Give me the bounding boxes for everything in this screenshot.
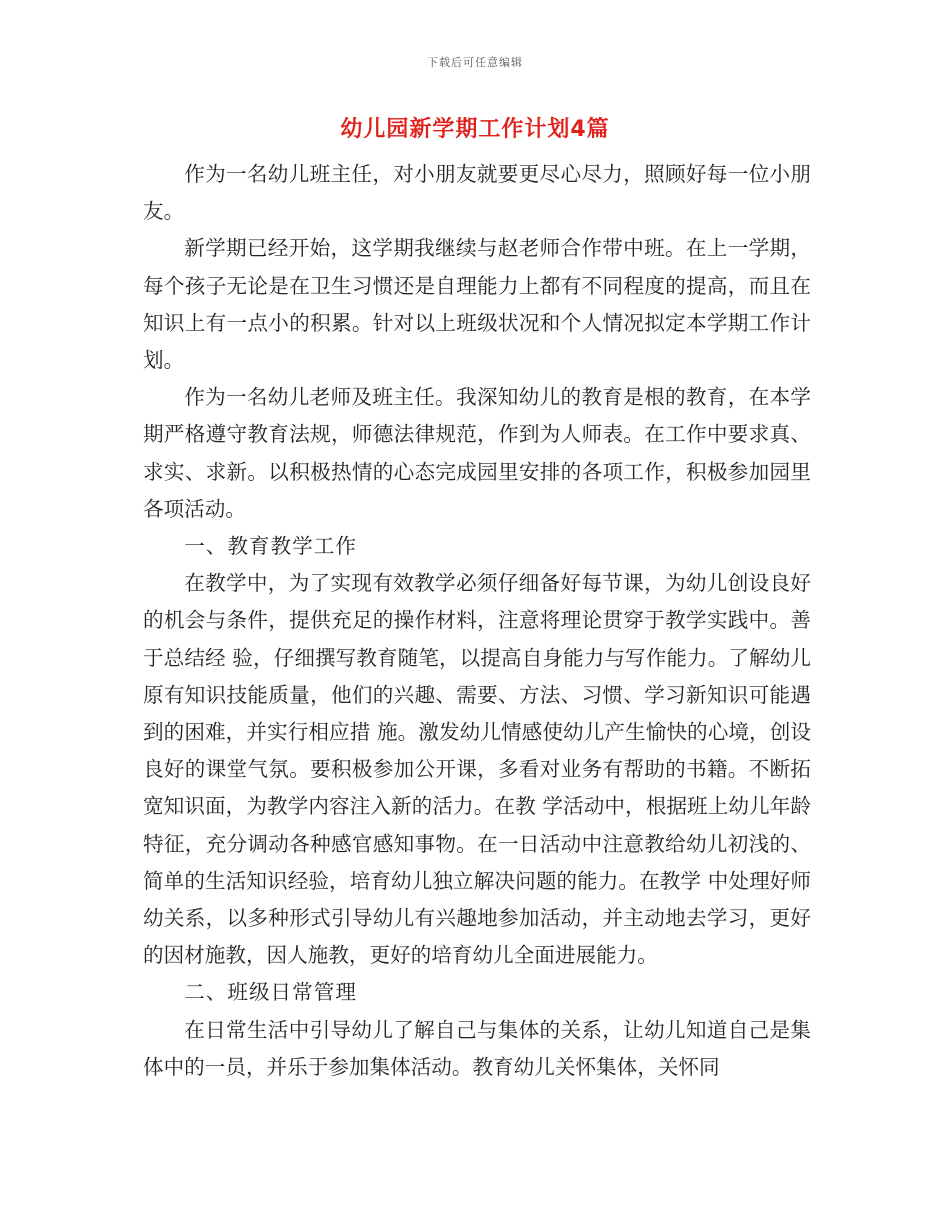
paragraph-intro: 作为一名幼儿班主任，对小朋友就要更尽心尽力，照顾好每一位小朋友。 xyxy=(143,162,811,224)
paragraph-management: 在日常生活中引导幼儿了解自己与集体的关系，让幼儿知道自己是集体中的一员，并乐于参加集体活动。教育幼儿关怀集体，关怀同 xyxy=(143,1017,811,1079)
section-heading-management: 二、班级日常管理 xyxy=(184,980,357,1005)
document-body xyxy=(143,156,811,1086)
paragraph-role: 作为一名幼儿老师及班主任。我深知幼儿的教育是根的教育，在本学期严格遵守教育法规，师德法律规范，作到为人师表。在工作中要求真、求实、求新。以积极热情的心态完成园里安排的各项工作，积极参加园里各项活动。 xyxy=(143,385,811,521)
header-note: 下载后可任意编辑 xyxy=(427,56,523,69)
section-heading-teaching: 一、教育教学工作 xyxy=(184,534,357,559)
document-title: 幼儿园新学期工作计划4篇 xyxy=(340,117,610,142)
paragraph-semester: 新学期已经开始，这学期我继续与赵老师合作带中班。在上一学期，每个孩子无论是在卫生习惯还是自理能力上都有不同程度的提高，而且在知识上有一点小的积累。针对以上班级状况和个人情况拟定本学期工作计划。 xyxy=(143,236,811,373)
paragraph-teaching: 在教学中，为了实现有效教学必须仔细备好每节课，为幼儿创设良好的机会与条件，提供充足的操作材料，注意将理论贯穿于教学实践中。善于总结经 验，仔细撰写教育随笔，以提高自身能力与写作能力。了解幼儿原有知识技能质量，他们的兴趣、需要、方法、习惯、学习新知识可能遇到的困难，并实行相应措 施。激发幼儿情感使幼儿产生愉快的心境，创设良好的课堂气氛。要积极参加公开课，多看对业务有帮助的书籍。不断拓宽知识面，为教学内容注入新的活力。在教 学活动中，根据班上幼儿年龄特征，充分调动各种感官感知事物。在一日活动中注意教给幼儿初浅的、简单的生活知识经验，培育幼儿独立解决问题的能力。在教学 中处理好师幼关系，以多种形式引导幼儿有兴趣地参加活动，并主动地去学习，更好的因材施教，因人施教，更好的培育幼儿全面进展能力。 xyxy=(143,571,811,968)
